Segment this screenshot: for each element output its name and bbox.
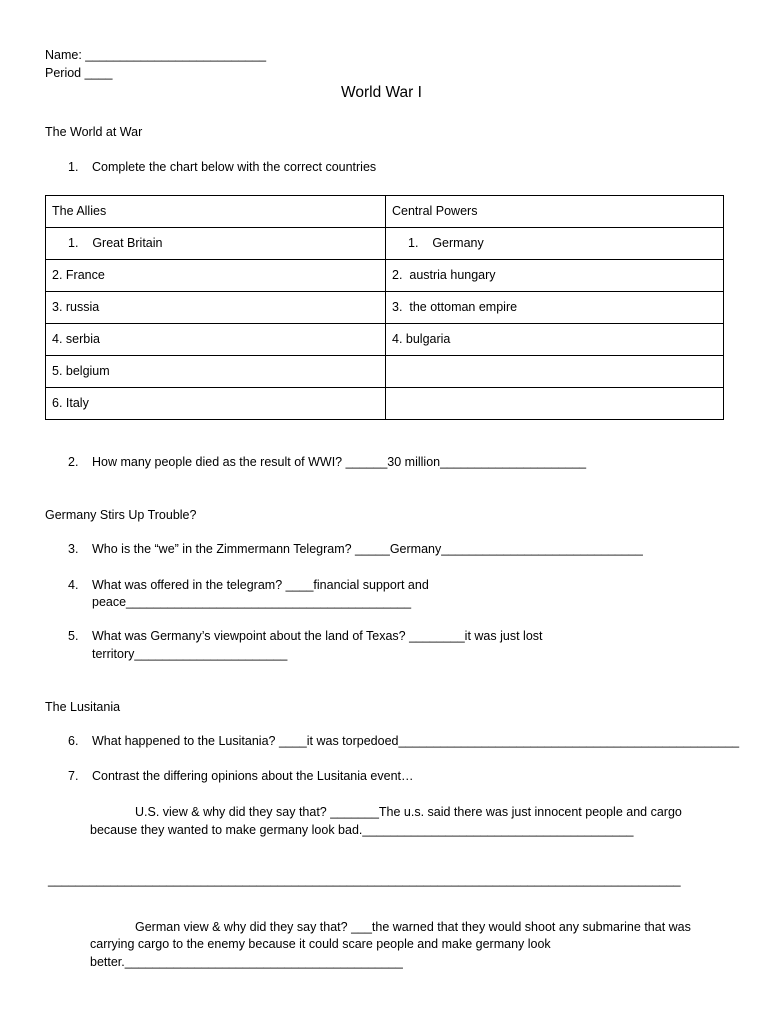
allies-cell: 6. Italy (46, 388, 386, 420)
us-view-line2: because they wanted to make germany look bad._______________________________________ (90, 823, 634, 837)
question-2-number: 2. (68, 455, 79, 469)
name-line: Name: __________________________ (45, 48, 267, 62)
table-row (46, 388, 724, 420)
question-7 (68, 768, 414, 785)
allies-cell: 3. russia (46, 292, 386, 324)
german-view-line3: better.________________________________________ (90, 955, 403, 969)
question-1-text: Complete the chart below with the correct countries (92, 160, 377, 174)
central-cell: 2. austria hungary (386, 260, 724, 292)
question-3-number: 3. (68, 542, 79, 556)
question-1 (68, 159, 376, 176)
question-7-text: Contrast the differing opinions about the Lusitania event… (92, 769, 414, 783)
section-germany-stirs: Germany Stirs Up Trouble? (45, 508, 197, 522)
question-3 (68, 541, 643, 558)
question-6 (68, 733, 739, 750)
central-cell (386, 388, 724, 420)
table-row (46, 292, 724, 324)
central-cell: 1. Germany (386, 228, 724, 260)
table-row (46, 324, 724, 356)
question-2 (68, 454, 586, 471)
header-central-powers: Central Powers (386, 196, 724, 228)
question-2-text: How many people died as the result of WWI? ______30 million_____________________ (92, 455, 587, 469)
question-5-number: 5. (68, 629, 79, 643)
question-7-number: 7. (68, 769, 79, 783)
question-6-text: What happened to the Lusitania? ____it was torpedoed_________________________________________________ (92, 734, 740, 748)
allies-cell: 2. France (46, 260, 386, 292)
table-header-row (46, 196, 724, 228)
blank-answer-line: ___________________________________________________________________________________________ (48, 873, 681, 887)
period-line: Period ____ (45, 66, 113, 80)
central-cell: 3. the ottoman empire (386, 292, 724, 324)
german-view-line1: German view & why did they say that? ___the warned that they would shoot any submarine that was (135, 920, 691, 934)
us-view-line1: U.S. view & why did they say that? _______The u.s. said there was just innocent people and cargo (135, 805, 682, 819)
central-cell: 4. bulgaria (386, 324, 724, 356)
question-5-text-line2: territory______________________ (92, 647, 288, 661)
question-1-number: 1. (68, 160, 79, 174)
central-cell (386, 356, 724, 388)
allies-cell: 1. Great Britain (46, 228, 386, 260)
question-4-number: 4. (68, 578, 79, 592)
question-3-text: Who is the “we” in the Zimmermann Telegram? _____Germany_____________________________ (92, 542, 643, 556)
question-4-text-line1: What was offered in the telegram? ____financial support and (92, 578, 429, 592)
question-6-number: 6. (68, 734, 79, 748)
allies-cell: 4. serbia (46, 324, 386, 356)
section-world-at-war: The World at War (45, 125, 143, 139)
section-lusitania: The Lusitania (45, 700, 121, 714)
page-title: World War I (341, 84, 422, 101)
countries-table (45, 195, 724, 420)
question-4-text-line2: peace_________________________________________ (92, 595, 412, 609)
question-5-text-line1: What was Germany’s viewpoint about the land of Texas? ________it was just lost (92, 629, 543, 643)
table-row (46, 228, 724, 260)
german-view-line2: carrying cargo to the enemy because it could scare people and make germany look (90, 937, 551, 951)
table-row (46, 260, 724, 292)
question-4 (68, 577, 429, 594)
header-allies: The Allies (46, 196, 386, 228)
table-row (46, 356, 724, 388)
allies-cell: 5. belgium (46, 356, 386, 388)
question-5 (68, 628, 543, 645)
